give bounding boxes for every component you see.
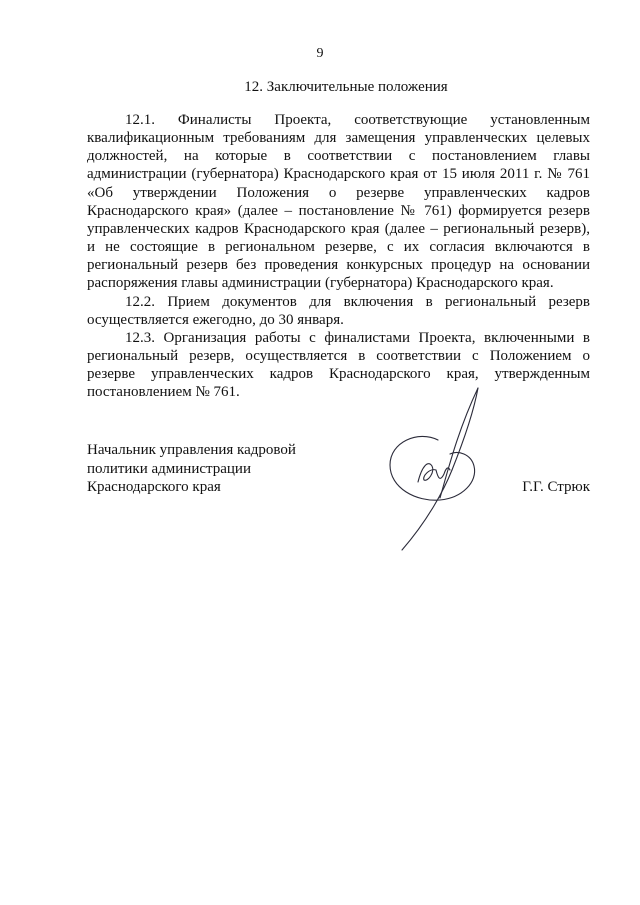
- signer-position-line: Краснодарского края: [87, 479, 221, 495]
- section-title: 12. Заключительные положения: [244, 79, 448, 95]
- signature-block: [87, 441, 590, 511]
- document-body: [87, 111, 590, 402]
- signer-position-line: Начальник управления кадровой: [87, 442, 296, 458]
- signer-position-line: политики администрации: [87, 460, 251, 477]
- paragraph-12-3: 12.3. Организация работы с финалистами Проекта, включенными в региональный резерв, осуществляется в соответствии с Положением о резерве управленческих кадров Краснодарского края, утвержденным постановлением № 761.: [87, 329, 590, 401]
- signer-name: Г.Г. Стрюк: [522, 479, 590, 495]
- paragraph-12-2: 12.2. Прием документов для включения в региональный резерв осуществляется ежегодно, до 30 января.: [87, 293, 590, 328]
- handwritten-signature: [378, 370, 488, 555]
- signer-position: [87, 441, 367, 497]
- page-number: 9: [316, 46, 324, 61]
- paragraph-12-1: 12.1. Финалисты Проекта, соответствующие установленным квалификационным требованиям для замещения управленческих целевых должностей, на которые в соответствии с постановлением главы администрации (губернатора) Краснодарского края от 15 июля 2011 г. № 761 «Об утверждении Положения о резерве управленческих кадров Краснодарского края» (далее – постановление № 761) формируется резерв управленческих кадров Краснодарского края (далее – региональный резерв), и не состоящие в региональном резерве, с их согласия включаются в региональный резерв без проведения конкурсных процедур на основании распоряжения главы администрации (губернатора) Краснодарского края.: [87, 112, 590, 292]
